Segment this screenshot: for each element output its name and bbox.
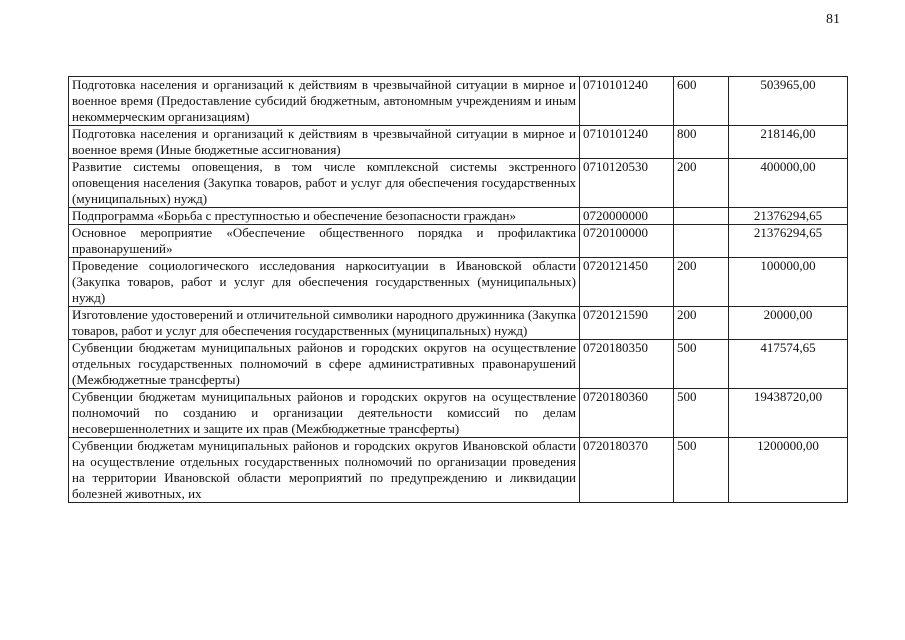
expense-type-code: 600 xyxy=(674,77,729,126)
target-code: 0710120530 xyxy=(580,159,674,208)
amount: 100000,00 xyxy=(729,258,848,307)
expense-name: Проведение социологического исследования наркоситуации в Ивановской области (Закупка товаров, работ и услуг для обеспечения государственных (муниципальных) нужд) xyxy=(69,258,580,307)
expense-name: Подготовка населения и организаций к действиям в чрезвычайной ситуации в мирное и военное время (Предоставление субсидий бюджетным, автономным учреждениям и иным некоммерческим организациям) xyxy=(69,77,580,126)
target-code: 0720121450 xyxy=(580,258,674,307)
expense-type-code xyxy=(674,208,729,225)
table-row xyxy=(69,258,848,307)
expense-type-code: 500 xyxy=(674,438,729,503)
amount: 19438720,00 xyxy=(729,389,848,438)
expense-name: Развитие системы оповещения, в том числе комплексной системы экстренного оповещения населения (Закупка товаров, работ и услуг для обеспечения государственных (муниципальных) нужд) xyxy=(69,159,580,208)
expense-type-code: 200 xyxy=(674,258,729,307)
target-code: 0720000000 xyxy=(580,208,674,225)
amount: 503965,00 xyxy=(729,77,848,126)
page-number: 81 xyxy=(826,12,840,27)
target-code: 0710101240 xyxy=(580,126,674,159)
expense-type-code: 800 xyxy=(674,126,729,159)
amount: 1200000,00 xyxy=(729,438,848,503)
target-code: 0720180370 xyxy=(580,438,674,503)
expense-type-code: 200 xyxy=(674,159,729,208)
expense-type-code xyxy=(674,225,729,258)
expense-name: Изготовление удостоверений и отличительной символики народного дружинника (Закупка товаров, работ и услуг для обеспечения государственных (муниципальных) нужд) xyxy=(69,307,580,340)
expense-name: Субвенции бюджетам муниципальных районов и городских округов Ивановской области на осуществление отдельных государственных полномочий по организации проведения на территории Ивановской области мероприятий по предупреждению и ликвидации болезней животных, их xyxy=(69,438,580,503)
expense-type-code: 200 xyxy=(674,307,729,340)
expense-name: Субвенции бюджетам муниципальных районов и городских округов на осуществление полномочий по созданию и организации деятельности комиссий по делам несовершеннолетних и защите их прав (Межбюджетные трансферты) xyxy=(69,389,580,438)
amount: 21376294,65 xyxy=(729,225,848,258)
table-row xyxy=(69,225,848,258)
table-row xyxy=(69,389,848,438)
table-row xyxy=(69,208,848,225)
amount: 20000,00 xyxy=(729,307,848,340)
expense-name: Подпрограмма «Борьба с преступностью и обеспечение безопасности граждан» xyxy=(69,208,580,225)
table-row xyxy=(69,159,848,208)
amount: 417574,65 xyxy=(729,340,848,389)
expense-type-code: 500 xyxy=(674,389,729,438)
table-row xyxy=(69,126,848,159)
target-code: 0720121590 xyxy=(580,307,674,340)
expense-name: Подготовка населения и организаций к действиям в чрезвычайной ситуации в мирное и военное время (Иные бюджетные ассигнования) xyxy=(69,126,580,159)
table-row xyxy=(69,438,848,503)
target-code: 0720100000 xyxy=(580,225,674,258)
table-row xyxy=(69,307,848,340)
amount: 21376294,65 xyxy=(729,208,848,225)
expense-type-code: 500 xyxy=(674,340,729,389)
target-code: 0710101240 xyxy=(580,77,674,126)
target-code: 0720180350 xyxy=(580,340,674,389)
amount: 400000,00 xyxy=(729,159,848,208)
amount: 218146,00 xyxy=(729,126,848,159)
table-row xyxy=(69,340,848,389)
expense-name: Субвенции бюджетам муниципальных районов и городских округов на осуществление отдельных государственных полномочий в сфере административных правонарушений (Межбюджетные трансферты) xyxy=(69,340,580,389)
target-code: 0720180360 xyxy=(580,389,674,438)
budget-table xyxy=(68,76,848,503)
expense-name: Основное мероприятие «Обеспечение общественного порядка и профилактика правонарушений» xyxy=(69,225,580,258)
table-row xyxy=(69,77,848,126)
